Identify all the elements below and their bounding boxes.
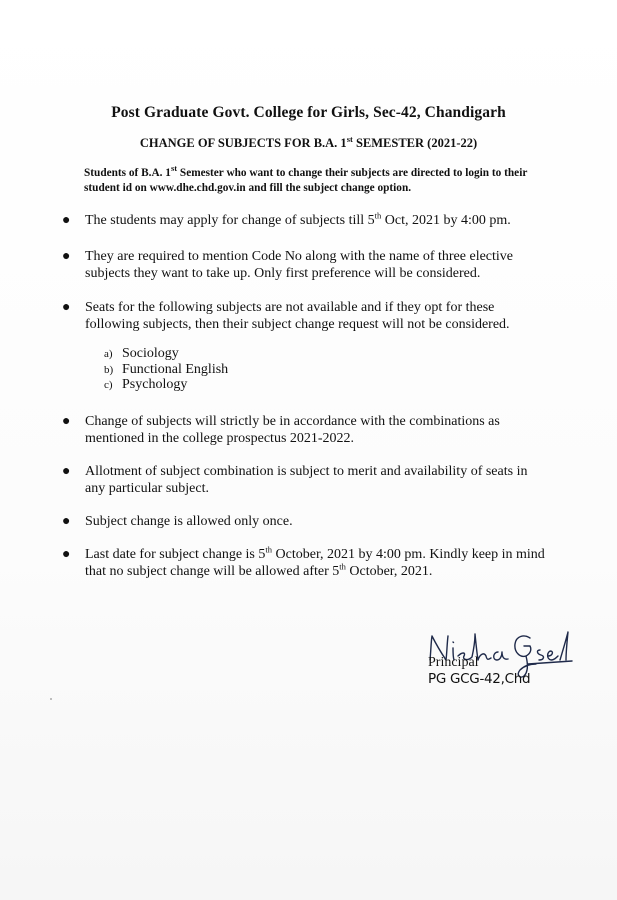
intro-pre: Students of B.A. 1 xyxy=(84,167,171,179)
college-name: Post Graduate Govt. College for Girls, Sec-42, Chandigarh xyxy=(111,104,506,121)
notice-title-post: SEMESTER (2021-22) xyxy=(352,136,478,150)
bullet-text-1 xyxy=(85,212,549,229)
bullet-7-sup-1: th xyxy=(265,544,273,555)
bullet-dot-icon: ● xyxy=(62,213,71,228)
bullet-text-6: Subject change is allowed only once. xyxy=(85,514,293,529)
intro-paragraph xyxy=(84,163,554,196)
bullet-1-pre: The students may apply for change of subjects till 5 xyxy=(85,213,375,228)
list-item-label: Psychology xyxy=(122,377,188,392)
paper-speck xyxy=(50,698,52,700)
list-item-label: Sociology xyxy=(122,346,179,361)
notice-title-sup: st xyxy=(346,133,353,144)
list-item xyxy=(104,346,404,362)
bullet-1-sup: th xyxy=(374,210,382,221)
list-item xyxy=(104,362,404,378)
bullet-7-pre: Last date for subject change is 5 xyxy=(85,547,266,562)
bullet-dot-icon: ● xyxy=(62,547,71,562)
intro-sup: st xyxy=(170,163,178,174)
list-item xyxy=(104,377,404,393)
bullet-text-3: Seats for the following subjects are not available and if they opt for these following subjects, then their subject change request will not be considered. xyxy=(85,300,510,332)
list-item-mark: a) xyxy=(104,348,113,360)
bullet-dot-icon: ● xyxy=(62,414,71,429)
signatory-title: Principal xyxy=(428,655,479,670)
intro-post: Semester who want to change their subjects are directed to login to their student id on www.dhe.chd.gov.in and fill the subject change option. xyxy=(84,167,528,194)
bullet-7-post: October, 2021. xyxy=(345,564,433,579)
bullet-dot-icon: ● xyxy=(62,249,71,264)
bullet-dot-icon: ● xyxy=(62,464,71,479)
notice-title xyxy=(0,133,617,151)
signatory-organization: PG GCG-42,Chd xyxy=(428,671,531,687)
list-item-mark: c) xyxy=(104,379,113,391)
bullet-dot-icon: ● xyxy=(62,300,71,315)
bullet-text-5: Allotment of subject combination is subject to merit and availability of seats in any particular subject. xyxy=(85,464,528,496)
bullet-7-mid: October, 2021 by 4:00 pm. Kindly keep in mind that no subject change will be allowed after 5 xyxy=(85,547,545,579)
bullet-1-post: Oct, 2021 by 4:00 pm. xyxy=(381,213,511,228)
list-item-label: Functional English xyxy=(122,361,229,377)
bullet-7-sup-2: th xyxy=(339,561,346,572)
bullet-text-4: Change of subjects will strictly be in accordance with the combinations as mentioned in the college prospectus 2021-2022. xyxy=(85,414,500,446)
list-item-mark: b) xyxy=(104,363,114,376)
bullet-text-7 xyxy=(85,546,549,580)
unavailable-subjects-list xyxy=(104,346,404,393)
bullet-dot-icon: ● xyxy=(62,514,71,529)
notice-title-pre: CHANGE OF SUBJECTS FOR B.A. 1 xyxy=(139,136,347,150)
bullet-text-2: They are required to mention Code No along with the name of three elective subjects they want to take up. Only first preference will be considered. xyxy=(85,249,514,281)
